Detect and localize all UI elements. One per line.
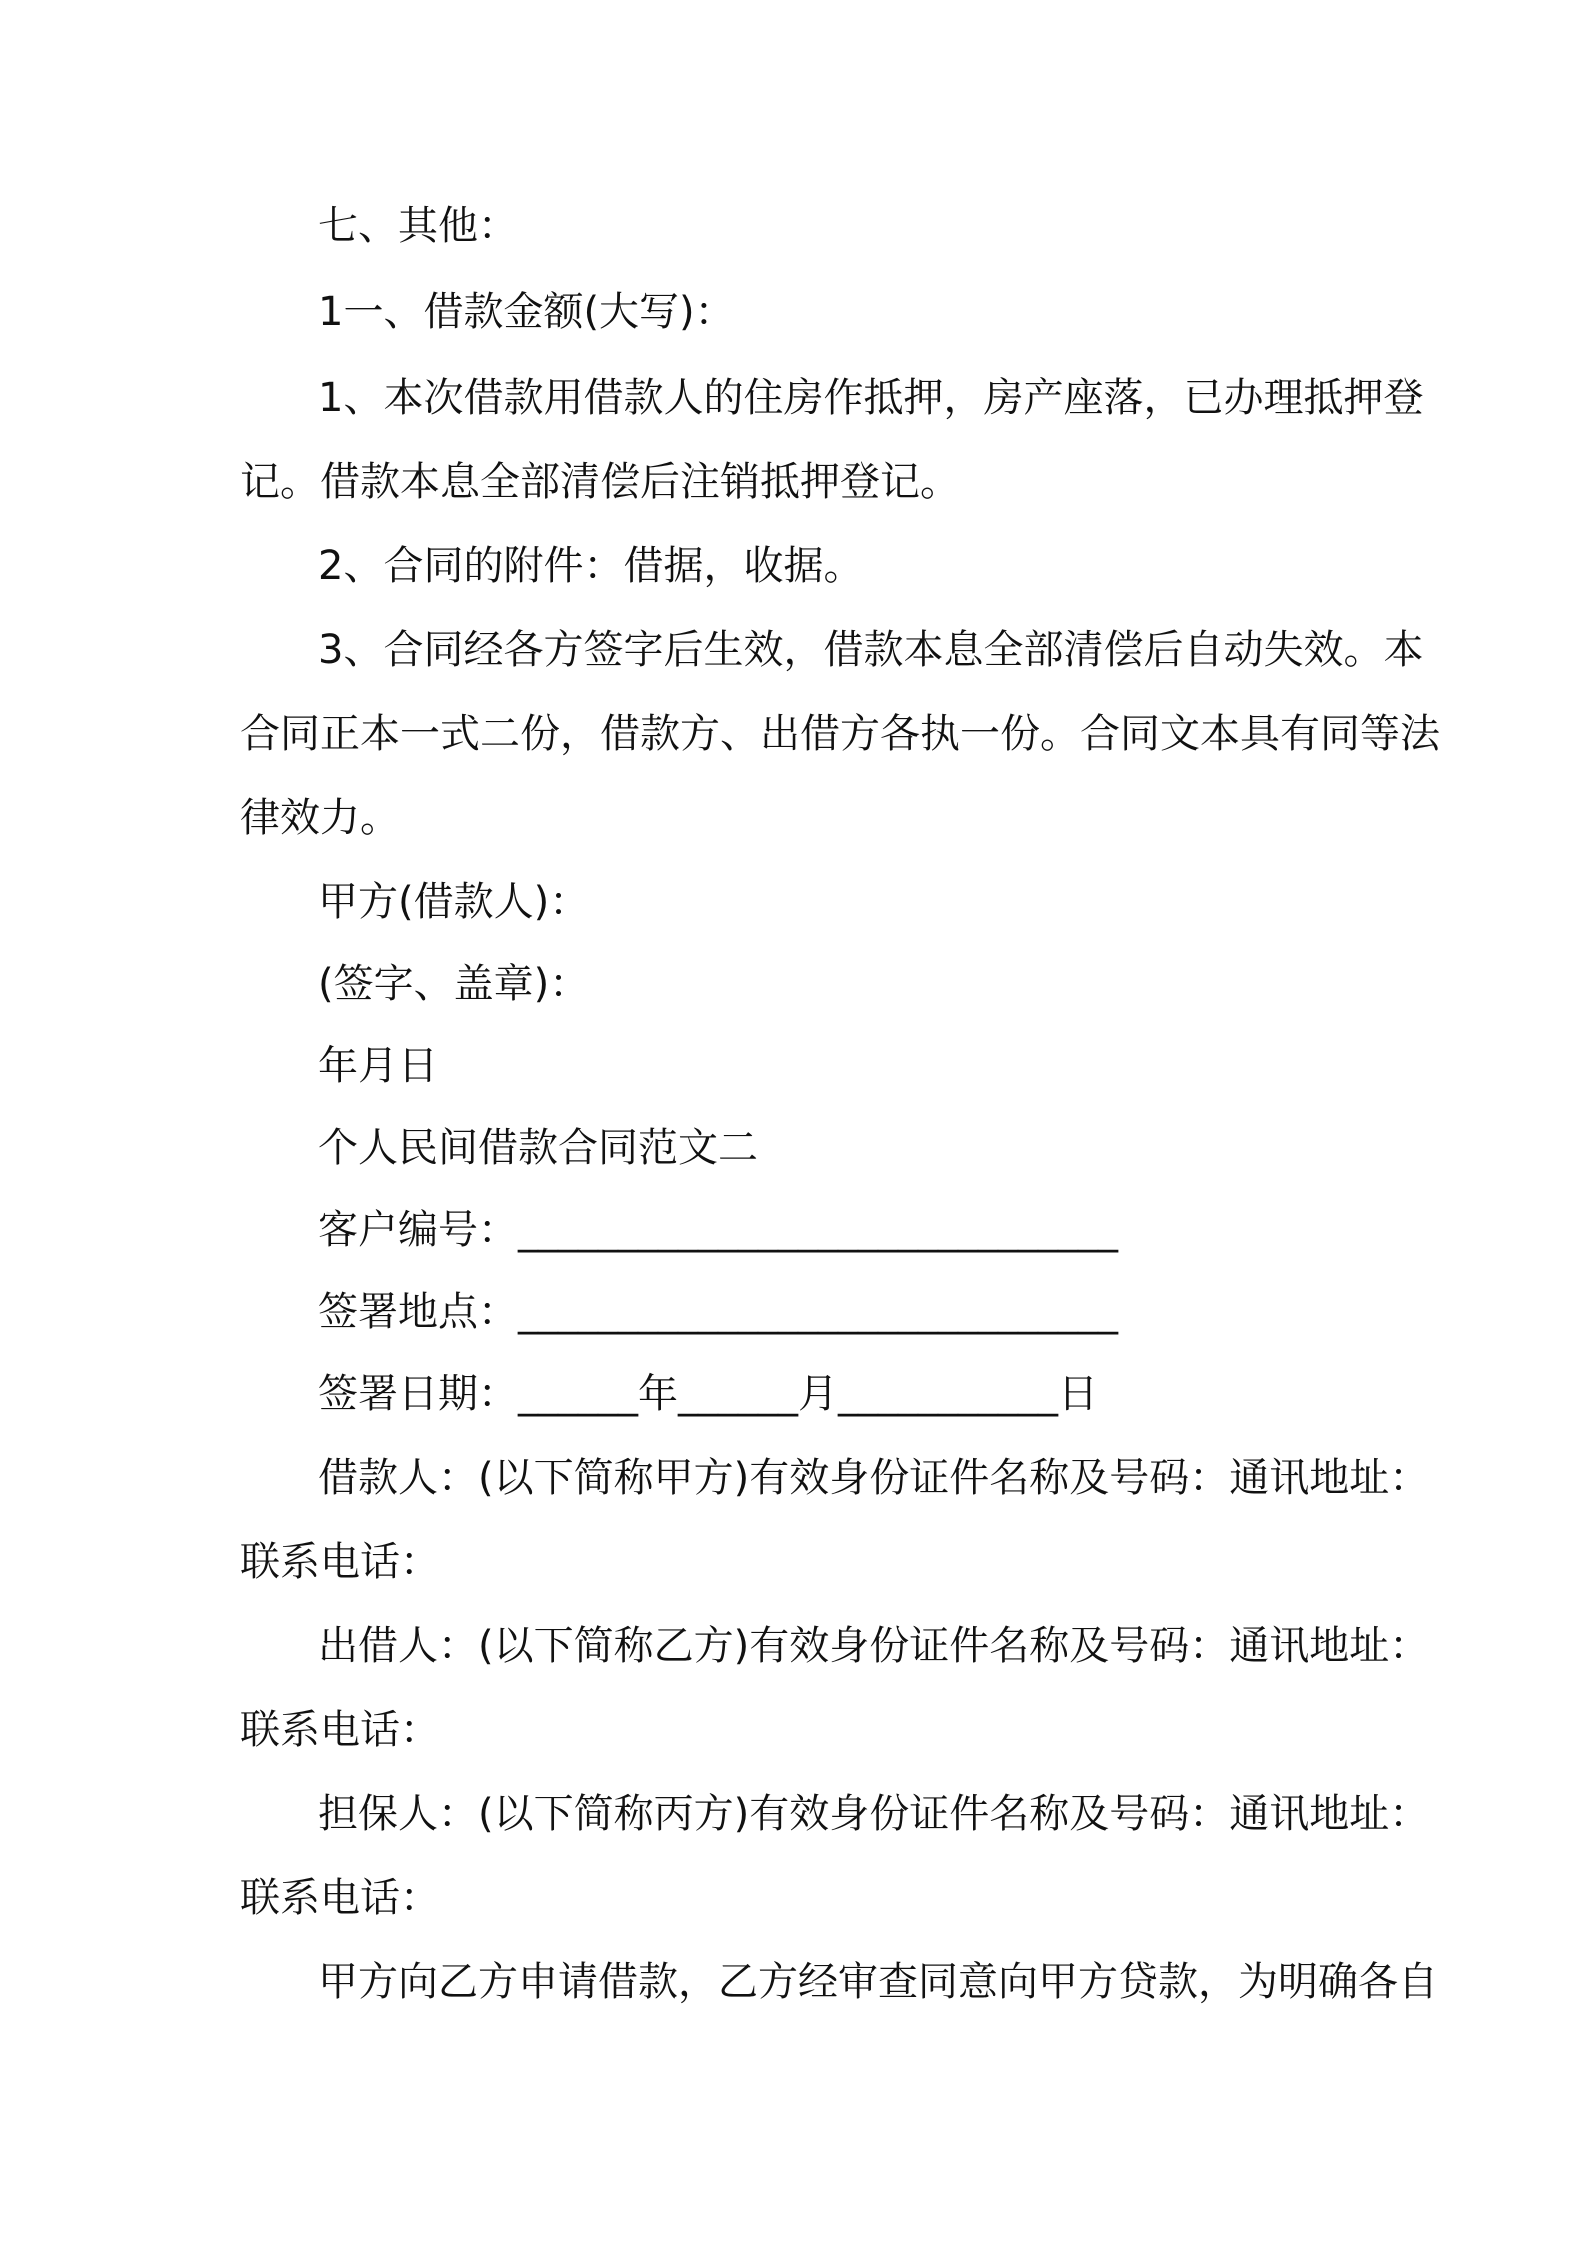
template-two-title: 个人民间借款合同范文二 (318, 1125, 758, 1171)
section-heading-other: 七、其他： (318, 203, 518, 249)
party-a-signature-label: 甲方(借款人)： (318, 879, 590, 925)
clause-1-line-1: 1、本次借款用借款人的住房作抵押，房产座落，已办理抵押登 (318, 375, 1424, 421)
signature-seal-label: (签字、盖章)： (318, 961, 590, 1007)
signing-date-field: 签署日期：______年______月___________日 (318, 1371, 1098, 1417)
clause-3-line-1: 3、合同经各方签字后生效，借款本息全部清偿后自动失效。本 (318, 627, 1424, 673)
clause-1-line-2: 记。借款本息全部清偿后注销抵押登记。 (240, 459, 960, 505)
lender-info-line: 出借人：(以下简称乙方)有效身份证件名称及号码：通讯地址： (318, 1623, 1430, 1669)
date-label: 年月日 (318, 1043, 438, 1089)
clause-3-line-3: 律效力。 (240, 795, 400, 841)
lender-phone-line: 联系电话： (240, 1707, 440, 1753)
clause-3-line-2: 合同正本一式二份，借款方、出借方各执一份。合同文本具有同等法 (240, 711, 1440, 757)
guarantor-info-line: 担保人：(以下简称丙方)有效身份证件名称及号码：通讯地址： (318, 1791, 1430, 1837)
signing-location-field: 签署地点：______________________________ (318, 1289, 1118, 1335)
guarantor-phone-line: 联系电话： (240, 1875, 440, 1921)
borrower-phone-line: 联系电话： (240, 1539, 440, 1585)
clause-2-line: 2、合同的附件：借据，收据。 (318, 543, 864, 589)
customer-number-field: 客户编号：______________________________ (318, 1207, 1118, 1253)
loan-application-line: 甲方向乙方申请借款，乙方经审查同意向甲方贷款，为明确各自 (318, 1959, 1438, 2005)
loan-amount-line: 1一、借款金额(大写)： (318, 289, 735, 335)
borrower-info-line: 借款人：(以下简称甲方)有效身份证件名称及号码：通讯地址： (318, 1455, 1430, 1501)
